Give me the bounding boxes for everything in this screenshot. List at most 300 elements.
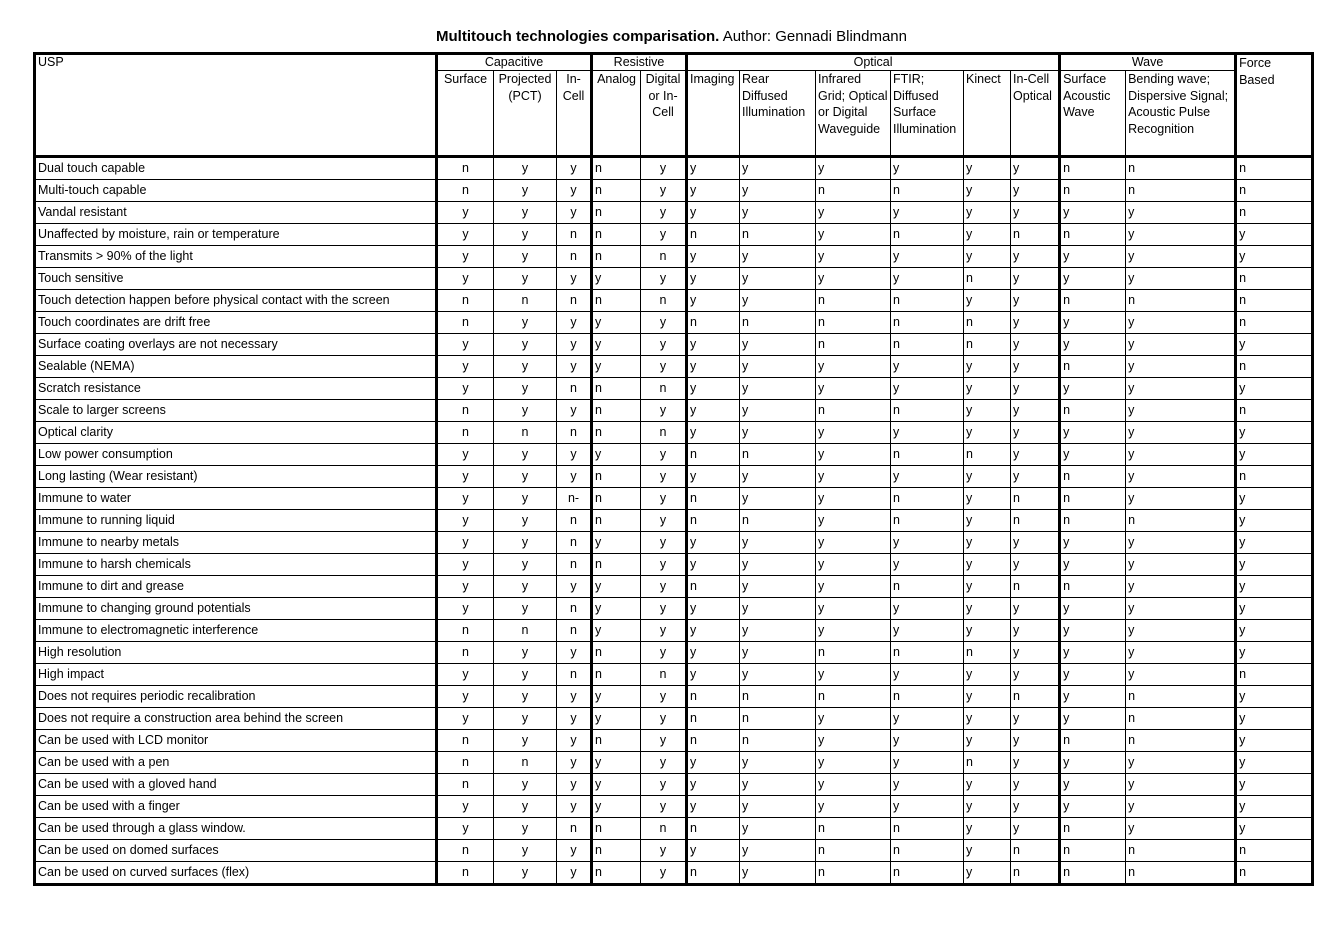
cell-kinect: y [964,290,1011,312]
row-label: Can be used with a gloved hand [35,774,437,796]
cell-projected: y [494,796,557,818]
cell-imaging: y [687,554,740,576]
cell-imaging: n [687,708,740,730]
cell-surface-acoustic: y [1060,620,1126,642]
cell-digital: n [641,664,687,686]
row-label: Can be used with a pen [35,752,437,774]
row-label: Dual touch capable [35,157,437,180]
cell-incell-optical: y [1011,598,1060,620]
cell-kinect: y [964,356,1011,378]
cell-analog: n [592,730,641,752]
cell-projected: y [494,862,557,885]
cell-rear-diffused: y [740,664,816,686]
cell-kinect: y [964,466,1011,488]
cell-ftir: n [891,400,964,422]
cell-bending-wave: y [1126,818,1236,840]
cell-surface-acoustic: n [1060,730,1126,752]
cell-digital: y [641,224,687,246]
cell-bending-wave: y [1126,488,1236,510]
cell-infrared-grid: n [816,818,891,840]
cell-projected: n [494,422,557,444]
cell-analog: n [592,664,641,686]
cell-surface-acoustic: n [1060,157,1126,180]
row-label: Can be used with LCD monitor [35,730,437,752]
cell-infrared-grid: n [816,840,891,862]
cell-digital: y [641,466,687,488]
cell-surface: y [437,202,494,224]
cell-surface-acoustic: y [1060,532,1126,554]
cell-projected: y [494,312,557,334]
cell-kinect: y [964,730,1011,752]
cell-surface: y [437,224,494,246]
cell-ftir: n [891,840,964,862]
cell-incell: y [557,312,592,334]
cell-rear-diffused: y [740,246,816,268]
cell-ftir: y [891,664,964,686]
cell-imaging: n [687,224,740,246]
cell-imaging: n [687,510,740,532]
cell-projected: y [494,202,557,224]
cell-force-based: n [1236,180,1313,202]
cell-incell-optical: n [1011,488,1060,510]
cell-force-based: y [1236,510,1313,532]
cell-ftir: n [891,862,964,885]
row-label: Scale to larger screens [35,400,437,422]
cell-infrared-grid: y [816,444,891,466]
cell-digital: n [641,378,687,400]
cell-bending-wave: y [1126,796,1236,818]
cell-incell-optical: y [1011,157,1060,180]
row-label: Touch coordinates are drift free [35,312,437,334]
cell-rear-diffused: y [740,334,816,356]
cell-bending-wave: y [1126,312,1236,334]
cell-force-based: y [1236,774,1313,796]
cell-surface: n [437,400,494,422]
cell-incell: y [557,466,592,488]
cell-incell: y [557,796,592,818]
cell-projected: y [494,774,557,796]
table-row [35,532,1313,554]
cell-imaging: n [687,312,740,334]
cell-ftir: n [891,488,964,510]
cell-ftir: y [891,730,964,752]
table-row [35,246,1313,268]
cell-rear-diffused: y [740,290,816,312]
table-row [35,664,1313,686]
cell-imaging: y [687,356,740,378]
row-label: Can be used on curved surfaces (flex) [35,862,437,885]
cell-infrared-grid: y [816,356,891,378]
cell-kinect: n [964,268,1011,290]
cell-analog: y [592,356,641,378]
cell-bending-wave: y [1126,246,1236,268]
table-row [35,554,1313,576]
cell-bending-wave: y [1126,224,1236,246]
cell-analog: n [592,422,641,444]
cell-surface: y [437,356,494,378]
cell-incell-optical: y [1011,708,1060,730]
cell-incell: y [557,356,592,378]
cell-analog: n [592,202,641,224]
cell-ftir: n [891,686,964,708]
cell-kinect: y [964,202,1011,224]
cell-surface-acoustic: y [1060,708,1126,730]
cell-incell: y [557,752,592,774]
cell-incell: y [557,708,592,730]
cell-imaging: y [687,290,740,312]
cell-surface-acoustic: n [1060,840,1126,862]
cell-projected: y [494,334,557,356]
cell-projected: y [494,400,557,422]
cell-infrared-grid: n [816,290,891,312]
cell-bending-wave: n [1126,708,1236,730]
cell-force-based: y [1236,224,1313,246]
cell-analog: y [592,708,641,730]
cell-surface-acoustic: n [1060,510,1126,532]
cell-ftir: y [891,246,964,268]
cell-projected: y [494,730,557,752]
cell-force-based: y [1236,532,1313,554]
cell-force-based: y [1236,576,1313,598]
cell-projected: y [494,488,557,510]
cell-bending-wave: n [1126,686,1236,708]
cell-analog: n [592,818,641,840]
cell-incell: y [557,576,592,598]
cell-surface: y [437,818,494,840]
cell-analog: y [592,752,641,774]
cell-digital: y [641,598,687,620]
header-group-row [35,54,1313,71]
cell-surface: y [437,554,494,576]
cell-imaging: y [687,752,740,774]
cell-surface: y [437,598,494,620]
cell-projected: y [494,157,557,180]
cell-analog: n [592,510,641,532]
row-label: Immune to water [35,488,437,510]
cell-surface: n [437,312,494,334]
cell-kinect: n [964,642,1011,664]
cell-force-based: n [1236,312,1313,334]
cell-rear-diffused: n [740,224,816,246]
cell-ftir: y [891,378,964,400]
cell-kinect: y [964,598,1011,620]
cell-incell: y [557,157,592,180]
cell-kinect: y [964,664,1011,686]
cell-incell-optical: y [1011,422,1060,444]
header-infrared-grid: Infrared Grid; Optical or Digital Waveguide [816,71,891,157]
cell-imaging: y [687,246,740,268]
cell-digital: y [641,488,687,510]
cell-digital: n [641,422,687,444]
cell-imaging: y [687,642,740,664]
cell-surface-acoustic: y [1060,796,1126,818]
table-row [35,422,1313,444]
cell-bending-wave: y [1126,268,1236,290]
row-label: Transmits > 90% of the light [35,246,437,268]
cell-force-based: y [1236,554,1313,576]
cell-bending-wave: y [1126,642,1236,664]
row-label: Multi-touch capable [35,180,437,202]
header-projected: Projected (PCT) [494,71,557,157]
cell-surface: n [437,180,494,202]
cell-bending-wave: y [1126,620,1236,642]
cell-bending-wave: y [1126,400,1236,422]
cell-force-based: y [1236,818,1313,840]
cell-force-based: y [1236,686,1313,708]
cell-bending-wave: y [1126,752,1236,774]
cell-rear-diffused: y [740,818,816,840]
cell-surface: y [437,576,494,598]
cell-kinect: y [964,224,1011,246]
cell-surface: n [437,862,494,885]
cell-surface: y [437,686,494,708]
header-rear-diffused: Rear Diffused Illumination [740,71,816,157]
cell-kinect: y [964,796,1011,818]
cell-surface-acoustic: y [1060,246,1126,268]
cell-bending-wave: n [1126,180,1236,202]
header-analog: Analog [592,71,641,157]
cell-digital: y [641,180,687,202]
cell-infrared-grid: y [816,664,891,686]
cell-surface-acoustic: y [1060,664,1126,686]
cell-ftir: y [891,598,964,620]
cell-kinect: y [964,554,1011,576]
header-incell-optical: In-Cell Optical [1011,71,1060,157]
cell-force-based: n [1236,840,1313,862]
cell-surface: y [437,510,494,532]
cell-infrared-grid: n [816,400,891,422]
table-row [35,818,1313,840]
row-label: Immune to running liquid [35,510,437,532]
cell-force-based: y [1236,444,1313,466]
cell-bending-wave: y [1126,576,1236,598]
cell-surface: y [437,708,494,730]
cell-digital: y [641,334,687,356]
cell-surface: y [437,246,494,268]
cell-rear-diffused: y [740,862,816,885]
cell-incell-optical: y [1011,664,1060,686]
cell-ftir: n [891,444,964,466]
cell-analog: y [592,312,641,334]
cell-force-based: n [1236,466,1313,488]
cell-bending-wave: n [1126,840,1236,862]
cell-imaging: y [687,840,740,862]
table-row [35,598,1313,620]
cell-incell: y [557,840,592,862]
row-label: Low power consumption [35,444,437,466]
cell-rear-diffused: y [740,642,816,664]
cell-surface: y [437,378,494,400]
table-row [35,576,1313,598]
cell-bending-wave: n [1126,290,1236,312]
cell-kinect: y [964,400,1011,422]
row-label: Immune to dirt and grease [35,576,437,598]
row-label: Does not require a construction area behind the screen [35,708,437,730]
cell-ftir: n [891,180,964,202]
header-digital: Digital or In-Cell [641,71,687,157]
cell-analog: n [592,840,641,862]
cell-kinect: n [964,312,1011,334]
cell-digital: y [641,202,687,224]
cell-ftir: y [891,774,964,796]
table-row [35,774,1313,796]
cell-kinect: y [964,532,1011,554]
cell-surface-acoustic: y [1060,202,1126,224]
row-label: Touch sensitive [35,268,437,290]
cell-rear-diffused: y [740,157,816,180]
cell-rear-diffused: y [740,180,816,202]
cell-projected: y [494,246,557,268]
row-label: Touch detection happen before physical contact with the screen [35,290,437,312]
cell-ftir: y [891,202,964,224]
cell-analog: y [592,620,641,642]
cell-incell-optical: y [1011,818,1060,840]
header-group-optical: Optical [687,54,1060,71]
cell-infrared-grid: y [816,246,891,268]
table-row [35,686,1313,708]
cell-force-based: y [1236,378,1313,400]
cell-digital: y [641,862,687,885]
cell-digital: y [641,356,687,378]
cell-bending-wave: n [1126,862,1236,885]
cell-rear-diffused: y [740,202,816,224]
cell-force-based: n [1236,862,1313,885]
cell-ftir: y [891,466,964,488]
cell-infrared-grid: y [816,796,891,818]
cell-ftir: y [891,532,964,554]
cell-incell: y [557,642,592,664]
cell-incell: y [557,268,592,290]
cell-digital: y [641,510,687,532]
cell-incell: y [557,862,592,885]
cell-ftir: n [891,334,964,356]
cell-digital: y [641,312,687,334]
cell-projected: y [494,224,557,246]
cell-projected: n [494,620,557,642]
header-usp: USP [35,54,437,157]
cell-force-based: y [1236,752,1313,774]
cell-analog: y [592,532,641,554]
table-row [35,642,1313,664]
cell-surface-acoustic: y [1060,598,1126,620]
cell-force-based: y [1236,334,1313,356]
row-label: Long lasting (Wear resistant) [35,466,437,488]
cell-analog: n [592,246,641,268]
cell-bending-wave: y [1126,466,1236,488]
cell-digital: y [641,576,687,598]
cell-incell-optical: n [1011,840,1060,862]
cell-incell-optical: y [1011,466,1060,488]
cell-force-based: y [1236,422,1313,444]
table-row [35,180,1313,202]
cell-surface-acoustic: n [1060,818,1126,840]
cell-infrared-grid: n [816,862,891,885]
cell-infrared-grid: n [816,180,891,202]
cell-bending-wave: y [1126,532,1236,554]
cell-analog: n [592,224,641,246]
cell-rear-diffused: y [740,598,816,620]
cell-surface: n [437,774,494,796]
cell-kinect: y [964,510,1011,532]
cell-rear-diffused: n [740,708,816,730]
cell-surface: y [437,796,494,818]
cell-imaging: y [687,334,740,356]
table-row [35,334,1313,356]
cell-imaging: y [687,400,740,422]
cell-incell-optical: y [1011,356,1060,378]
cell-imaging: y [687,180,740,202]
cell-incell-optical: n [1011,686,1060,708]
cell-imaging: n [687,576,740,598]
header-incell: In-Cell [557,71,592,157]
cell-incell-optical: n [1011,576,1060,598]
cell-surface: y [437,532,494,554]
table-row [35,312,1313,334]
cell-digital: y [641,774,687,796]
cell-projected: y [494,378,557,400]
cell-ftir: y [891,157,964,180]
row-label: Surface coating overlays are not necessary [35,334,437,356]
cell-rear-diffused: y [740,400,816,422]
cell-kinect: y [964,157,1011,180]
row-label: Optical clarity [35,422,437,444]
cell-projected: y [494,268,557,290]
cell-surface: n [437,290,494,312]
cell-ftir: y [891,752,964,774]
cell-digital: y [641,554,687,576]
cell-rear-diffused: y [740,620,816,642]
cell-imaging: y [687,620,740,642]
row-label: Sealable (NEMA) [35,356,437,378]
cell-incell: y [557,400,592,422]
cell-projected: y [494,576,557,598]
cell-ftir: y [891,268,964,290]
cell-incell-optical: y [1011,202,1060,224]
cell-digital: n [641,246,687,268]
cell-surface-acoustic: n [1060,356,1126,378]
cell-incell: n [557,290,592,312]
cell-ftir: y [891,708,964,730]
header-kinect: Kinect [964,71,1011,157]
cell-bending-wave: n [1126,730,1236,752]
cell-rear-diffused: y [740,378,816,400]
cell-imaging: y [687,796,740,818]
header-ftir: FTIR; Diffused Surface Illumination [891,71,964,157]
cell-infrared-grid: y [816,752,891,774]
cell-incell-optical: y [1011,796,1060,818]
cell-kinect: y [964,576,1011,598]
cell-digital: y [641,400,687,422]
cell-kinect: n [964,444,1011,466]
cell-ftir: n [891,576,964,598]
header-bending-wave: Bending wave; Dispersive Signal; Acoustic Pulse Recognition [1126,71,1236,157]
cell-incell: n [557,510,592,532]
cell-infrared-grid: y [816,466,891,488]
cell-digital: n [641,290,687,312]
cell-digital: y [641,752,687,774]
cell-projected: n [494,752,557,774]
cell-rear-diffused: n [740,312,816,334]
cell-digital: y [641,444,687,466]
cell-rear-diffused: y [740,466,816,488]
cell-kinect: y [964,378,1011,400]
table-row [35,796,1313,818]
cell-kinect: y [964,488,1011,510]
cell-kinect: y [964,422,1011,444]
cell-digital: y [641,157,687,180]
cell-incell: n [557,554,592,576]
cell-analog: n [592,862,641,885]
